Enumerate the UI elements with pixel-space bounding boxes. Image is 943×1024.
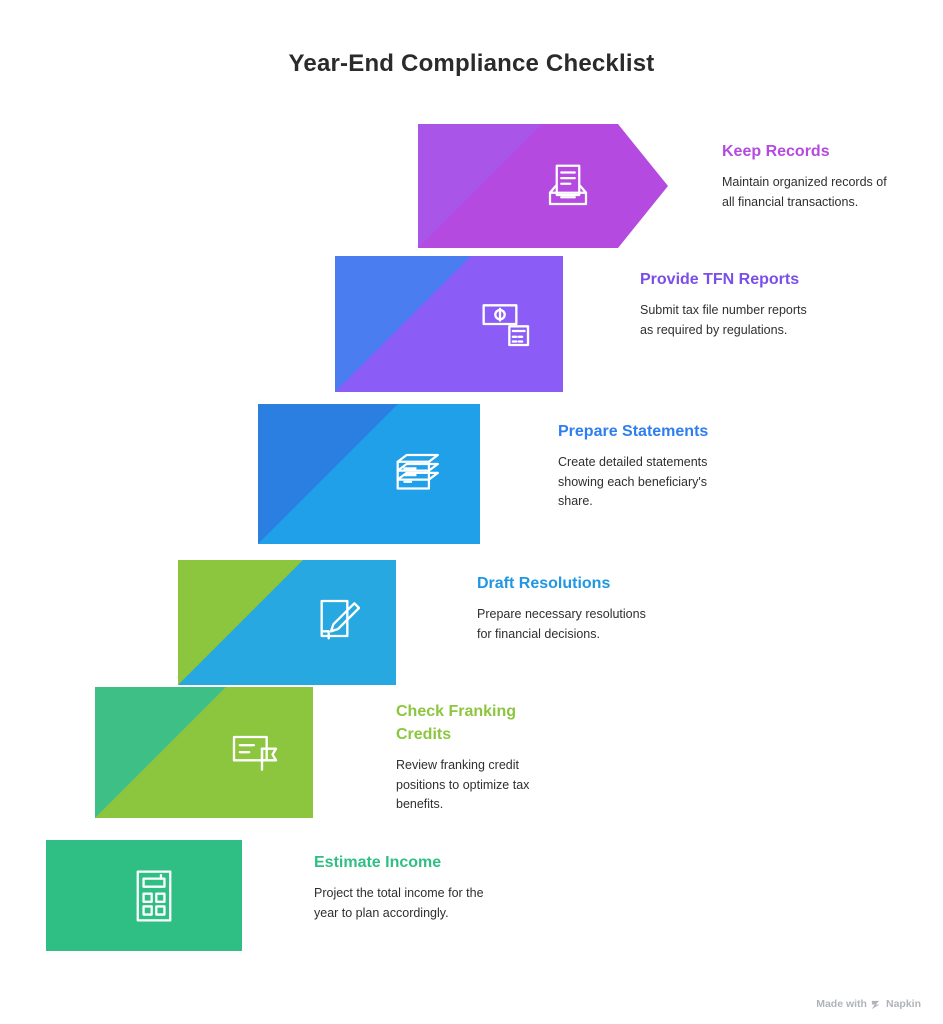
step-heading-provide-tfn-reports: Provide TFN Reports: [640, 271, 800, 288]
napkin-logo-icon: [871, 999, 882, 1010]
step-prepare-statements[interactable]: [258, 404, 480, 544]
step-desc-estimate-income: Project the total income for the year to plan accordingly.: [314, 886, 484, 920]
step-shape-draft-resolutions: [178, 560, 398, 687]
footer-brand: Napkin: [885, 998, 921, 1010]
step-estimate-income[interactable]: [46, 840, 242, 951]
step-text-estimate-income: [314, 851, 486, 923]
step-shape-prepare-statements: [258, 404, 482, 546]
step-text-draft-resolutions: [477, 572, 652, 644]
step-text-keep-records: [722, 140, 894, 212]
made-with-napkin-footer[interactable]: [816, 998, 921, 1010]
step-desc-draft-resolutions: Prepare necessary resolutions for financial decisions.: [477, 607, 646, 641]
step-desc-check-franking-credits: Review franking credit positions to optimize tax benefits.: [396, 758, 530, 812]
step-keep-records[interactable]: [418, 124, 668, 248]
step-desc-provide-tfn-reports: Submit tax file number reports as required by regulations.: [640, 303, 807, 337]
step-heading-estimate-income: Estimate Income: [314, 854, 442, 871]
step-text-prepare-statements: [558, 420, 733, 511]
step-shape-estimate-income: [46, 840, 244, 953]
step-desc-keep-records: Maintain organized records of all financial transactions.: [722, 175, 887, 209]
step-desc-prepare-statements: Create detailed statements showing each beneficiary's share.: [558, 455, 708, 508]
footer-label: Made with: [816, 998, 867, 1010]
step-provide-tfn-reports[interactable]: [335, 256, 563, 392]
step-shape-keep-records: [418, 124, 670, 250]
step-heading-prepare-statements: Prepare Statements: [558, 423, 709, 440]
step-shape-provide-tfn-reports: [335, 256, 565, 394]
step-text-check-franking-credits: [396, 700, 568, 815]
step-heading-keep-records: Keep Records: [722, 143, 830, 160]
step-check-franking-credits[interactable]: [95, 687, 313, 818]
step-shape-check-franking-credits: [95, 687, 315, 820]
page-title: Year-End Compliance Checklist: [288, 50, 655, 77]
step-draft-resolutions[interactable]: [178, 560, 396, 685]
step-text-provide-tfn-reports: [640, 268, 810, 340]
step-heading-check-franking-credits: Check Franking Credits: [396, 703, 517, 744]
step-heading-draft-resolutions: Draft Resolutions: [477, 575, 611, 592]
